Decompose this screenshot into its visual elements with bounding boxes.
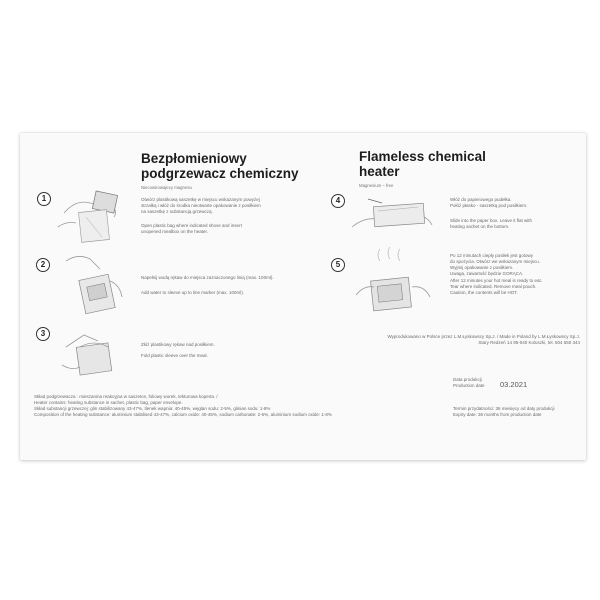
step-4-text-en: Slide into the paper box. Leave it flat with heating sachet on the bottom. [450,218,533,229]
step-2-text-pl: Napełnij wodą rękaw do miejsca zaznaczonego linią (max. 100ml). [141,275,274,280]
step-4-number: 4 [331,194,345,208]
step-1-text-pl: Otwórz plastikową saszetkę w miejscu wskazanym powyżej strzałką i włóż do środka nieotwarte opakowanie z posiłkiem na saszetkę z substancją grzewczą. [141,197,261,214]
step-5-text-en: After 12 minutes your hot meal is ready to eat. Tear where indicated. Remove meal pouch. Caution, the contents will be HOT. [450,278,543,295]
subtitle-polish: Niecowirowajecy magnesu [141,185,192,190]
step-1-illustration [56,187,126,249]
instruction-card [20,133,586,460]
step-2-text-en: Add water to sleeve up to line marker (max. 100ml). [141,290,245,295]
step-4-illustration [348,191,436,243]
step-3-text-pl: Złóż plastikowy rękaw nad posiłkiem. [141,342,215,347]
step-5-illustration [350,245,436,329]
title-english: Flameless chemical heater [359,149,486,179]
expiry-info: Termin przydatności: 36 miesięcy od daty produkcji Expiry date: 36 months from production date [453,406,555,417]
step-5-text-pl: Po 12 minutach ciepły posiłek jest gotowy do spożycia. Otwórz we wskazanym miejscu. Wyjmij opakowanie z posiłkiem. Uwaga, zawartość będzie GORĄCA. [450,253,541,276]
step-1-number: 1 [37,192,51,206]
producer-info: Wyprodukowano w Polsce przez L.M.Łyskowscy Sp.J. / Made in Poland by L.M.Łyskowscy Sp.J. Stary Redzeń 14 95-040 Koluszki, tel. 504 550 344 [387,334,580,345]
step-3-illustration [58,327,126,385]
step-5-number: 5 [331,258,345,272]
subtitle-english: Magnesium – free [359,183,394,188]
step-4-text-pl: Włóż do papierowego pudełka. Połóż płasko - saszetką pod posiłkiem. [450,197,528,208]
step-1-text-en: Open plastic bag where indicated shove and insert unopened mealbox on the heater. [141,223,242,234]
step-2-number: 2 [36,258,50,272]
title-polish: Bezpłomieniowy podgrzewacz chemiczny [141,151,299,181]
composition-info: Skład podgrzewacza : mieszanina reakcyjna w saszetce, foliowy worek, tekturowa koperta. / Heater contains: heating substance in sachet, plastic bag, paper envelope. Skład substancji grzewczej: glin stabilizowany 43-47%, tlenek wapnia: 40-45%, węglan sodu: 2-5%, glinian sodu: 1-8% Composition of the heating substance: aluminium stabilised 43-47%, calcium oxide: 40-45%, sodium carbonate: 2-5%, aluminium sodium oxide: 1-8% [34,394,332,417]
step-2-illustration [60,251,126,323]
production-date-label: Data produkcji Production date [453,377,485,388]
production-date-value: 03.2021 [500,380,528,389]
step-3-text-en: Fold plastic sleeve over the meal. [141,353,208,358]
step-3-number: 3 [36,327,50,341]
